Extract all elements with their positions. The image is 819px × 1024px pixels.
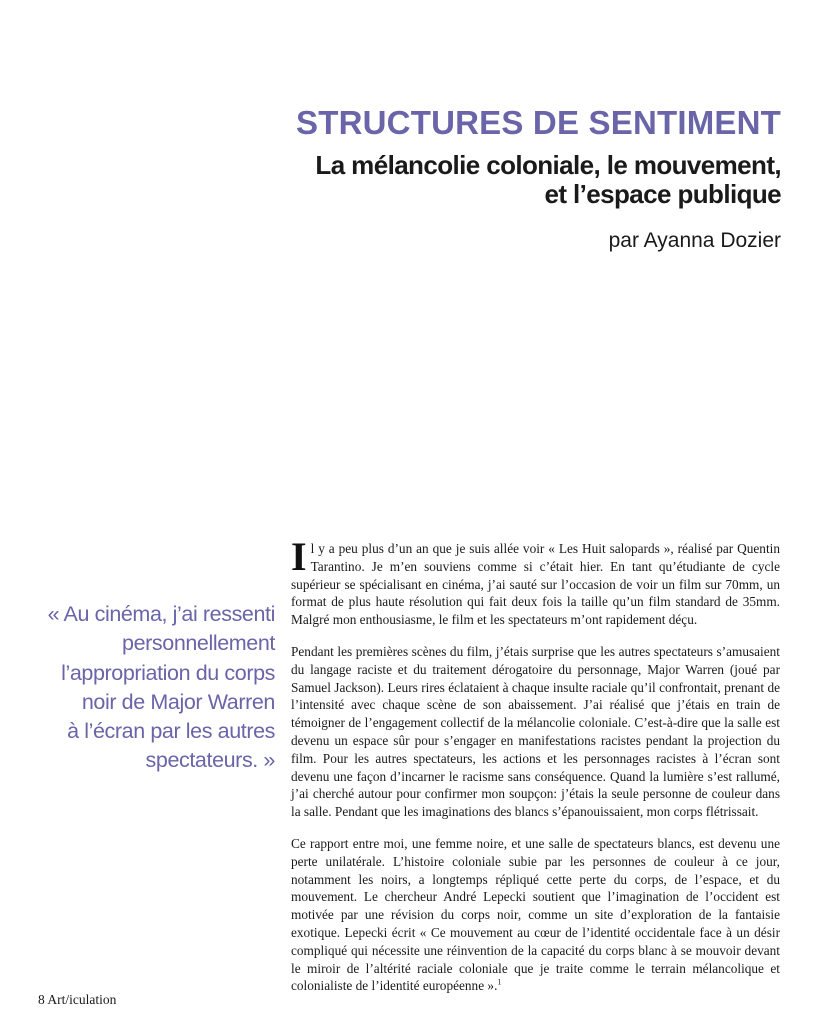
paragraph-text: l y a peu plus d’un an que je suis allée voir « Les Huit salopards », réalisé par Quentin Tarantino. Je m’en souviens comme si c’était hier. En tant qu’étudiante de cycle supérieur se spécialisant en cinéma, j’ai sauté sur l’occasion de voir un film sur 70mm, un format de plus haute résolution qui fait deux fois la taille qu’un film standard de 35mm. Malgré mon enthousiasme, le film et les spectateurs m’ont rapidement déçu.: [291, 541, 780, 628]
body-paragraph-3: [291, 835, 780, 995]
pullquote-line: personnellement: [122, 631, 275, 656]
footnote-reference[interactable]: 1: [497, 977, 502, 987]
pullquote-line: l’appropriation du corps: [61, 660, 275, 685]
pullquote-line: « Au cinéma, j’ai ressenti: [47, 602, 275, 626]
pull-quote: [30, 600, 275, 776]
subtitle-line-2: et l’espace publique: [544, 179, 781, 209]
body-paragraph-2: Pendant les premières scènes du film, j’étais surprise que les autres spectateurs s’amusaient du langage raciste et du traitement dérogatoire du personnage, Major Warren (joué par Samuel Jackson). Leurs rires éclataient à chaque insulte raciale qu’il confrontait, prenant de l’intensité avec chaque scène de son abaissement. J’ai réalisé que j’étais en train de témoigner de l’engagement collectif de la mélancolie coloniale. C’est-à-dire que la salle est devenu un espace sûr pour s’engager en manifestations racistes pendant la projection du film. Pour les autres spectateurs, les actions et les personnages racistes à l’écran sont devenu une façon d’incarner le racisme sans conséquence. Quand la lumière s’est rallumé, j’ai cherché autour pour confirmer mon soupçon: j’étais la seule personne de couleur dans la salle. Pendant que les imaginations des blancs s’épanouissaient, mon corps flétrissait.: [291, 643, 780, 820]
article-body: [291, 534, 780, 1009]
body-paragraph-1: [291, 534, 780, 629]
article-kicker: STRUCTURES DE SENTIMENT: [296, 104, 781, 141]
pullquote-line: spectateurs. »: [145, 748, 275, 773]
pullquote-line: à l’écran par les autres: [67, 719, 275, 744]
pullquote-line: noir de Major Warren: [81, 689, 275, 714]
paragraph-text: Ce rapport entre moi, une femme noire, et une salle de spectateurs blancs, est devenu une perte unilatérale. L’histoire coloniale subie par les personnes de couleur à ce jour, notamment les noirs, a longtemps répliqué cette perte du corps, de l’espace, et du mouvement. Le chercheur André Lepecki soutient que l’imagination de l’occident est motivée par une révision du corps noir, comme un site d’exploration de la fantaisie exotique. Lepecki écrit « Ce mouvement au cœur de l’identité occidentale face à un désir compliqué qui nécessite une réinvention de la capacité du corps blanc à se mouvoir devant le miroir de l’altérité raciale coloniale que je traite comme le terrain mélancolique et colonialiste de l’identité européenne ».: [291, 835, 780, 994]
page-folio: 8 Art/iculation: [38, 992, 117, 1007]
subtitle-line-1: La mélancolie coloniale, le mouvement,: [315, 150, 781, 180]
drop-cap: I: [291, 534, 307, 579]
article-byline: par Ayanna Dozier: [608, 229, 781, 252]
article-subtitle: [261, 151, 781, 209]
